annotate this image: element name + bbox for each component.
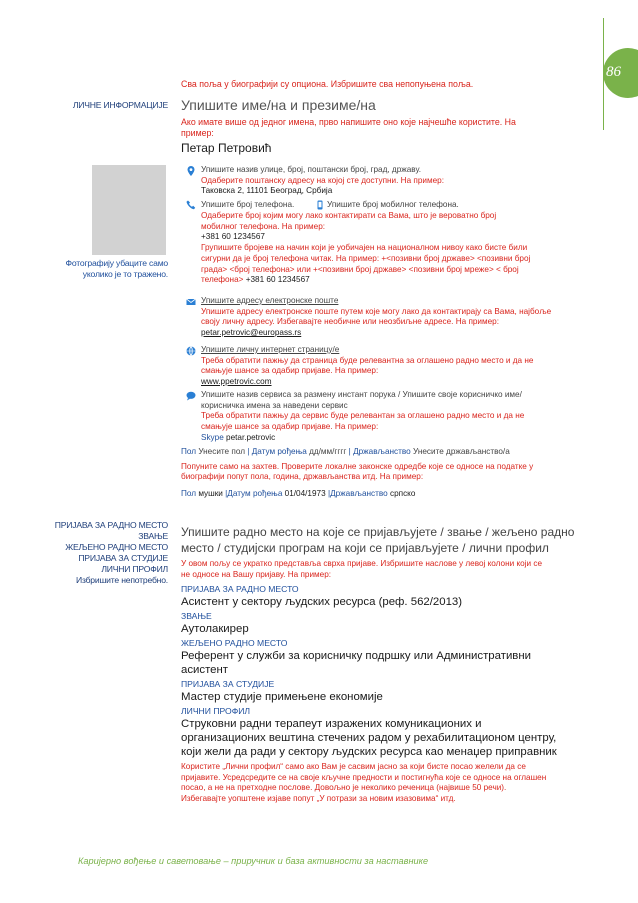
- personal-info-heading: ЛИЧНЕ ИНФОРМАЦИЈЕ: [72, 100, 168, 110]
- application-hint: У овом пољу се укратко представља сврха пријаве. Избришите наслове у левој колони који се не односе на Вашу пријаву. На пример:: [181, 559, 543, 579]
- demographics-block: Пол Унесите пол | Датум рођења дд/мм/гггг | Држављанство Унесите држављанство/а Попуните само на захтев. Проверите локалне законске одредбе које се односе на податке у биографији попут пола, година, држављанства итд. На пример: Пол мушки |Датум рођења 01/04/1973 |Држављанство српско: [181, 447, 534, 499]
- application-examples: ПРИЈАВА ЗА РАДНО МЕСТО Асистент у сектору људских ресурса (реф. 562/2013) ЗВАЊЕ Аутолакирер ЖЕЉЕНО РАДНО МЕСТО Референт у служби за корисничку подршку или Административни асистент ПРИЈАВА ЗА СТУДИЈЕ Мастер студије примењене економије ЛИЧНИ ПРОФИЛ Струковни радни терапеут изражених комуникационих и организационих вештина стечених радом у рехабилитационом центру, који жели да ради у сектору људских ресурса као менаџер приправник Користите „Лични профил“ само ако Вам је сасвим јасно за који бисте посао желели да се пријавите. Усредсредите се на своје кључне предности и постигнућа које се односе на оглашен посао, а не на претходне послове. Довољно је неколико реченица (највише 50 речи). Избегавајте уопштене изјаве попут „У потрази за новим изазовима“ итд.: [181, 584, 557, 804]
- globe-icon: [186, 346, 196, 356]
- mobile-prompt: Упишите број мобилног телефона.: [327, 200, 459, 209]
- application-headings: ПРИЈАВА ЗА РАДНО МЕСТО ЗВАЊЕ ЖЕЉЕНО РАДНО МЕСТО ПРИЈАВА ЗА СТУДИЈЕ ЛИЧНИ ПРОФИЛ Избришите непотребно.: [54, 520, 168, 585]
- email-block: Упишите адресу електронске поште Упишите адресу електронске поште путем које могу лако да контактирају са Вама, најбоље своју личну адресу. Избегавајте необичне или неозбиљне адресе. На пример: petar.petrovic@europass.rs: [201, 296, 552, 338]
- mobile-phone-icon: [315, 200, 325, 210]
- phone-block: Одаберите број којим могу лако контактирати са Вама, што је вероватно број мобилног телефона. На пример: +381 60 1234567 Групишите бројеве на начин који је уобичајен на националном нивоу како бисте били сигурни да је број телефона читак. На пример: +<позивни број државе> <позивни број града> <број телефона> или +<позивни број државе> <позивни број мреже> < број телефона> +381 60 1234567: [201, 211, 531, 285]
- name-hint: Ако имате више од једног имена, прво напишите оно које најчешће користите. На пример:: [181, 117, 516, 138]
- application-title: Упишите радно место на које се пријављујете / звање / жељено радно место / студијски програм на који се пријављујете / лични профил: [181, 525, 575, 555]
- address-block: Упишите назив улице, број, поштански број, град, државу. Одаберите поштанску адресу на којој сте доступни. На пример: Таковска 2, 11101 Београд, Србија: [201, 165, 444, 196]
- email-icon: [186, 297, 196, 307]
- page-number: 86: [606, 64, 621, 80]
- phone-icon: [186, 200, 196, 210]
- location-icon: [186, 166, 196, 176]
- name-example: Петар Петровић: [181, 141, 272, 155]
- top-note: Сва поља у биографији су опциона. Избришите сва непопуњена поља.: [181, 79, 474, 89]
- phone-prompt: Упишите број телефона.: [201, 200, 295, 209]
- photo-note: Фотографију убаците само уколико је то тражено.: [65, 258, 168, 279]
- chat-icon: [186, 391, 196, 401]
- name-title: Упишите име/на и презиме/на: [181, 97, 376, 113]
- photo-placeholder: [92, 165, 166, 255]
- web-block: Упишите личну интернет страницу/е Треба обратити пажњу да страница буде релевантна за оглашено радно место и да не смањује шансе за одабир пријаве. На пример: www.ppetrovic.com: [201, 345, 534, 387]
- footer-text: Каријерно вођење и саветовање – приручник и база активности за наставнике: [78, 856, 429, 866]
- im-block: Упишите назив сервиса за размену инстант порука / Упишите своје корисничко име/ корисничка имена за наведени сервис Треба обратити пажњу да сервис буде релевантан за оглашено радно место и да не смањује шансе за одабир пријаве. На пример: Skype petar.petrovic: [201, 390, 525, 442]
